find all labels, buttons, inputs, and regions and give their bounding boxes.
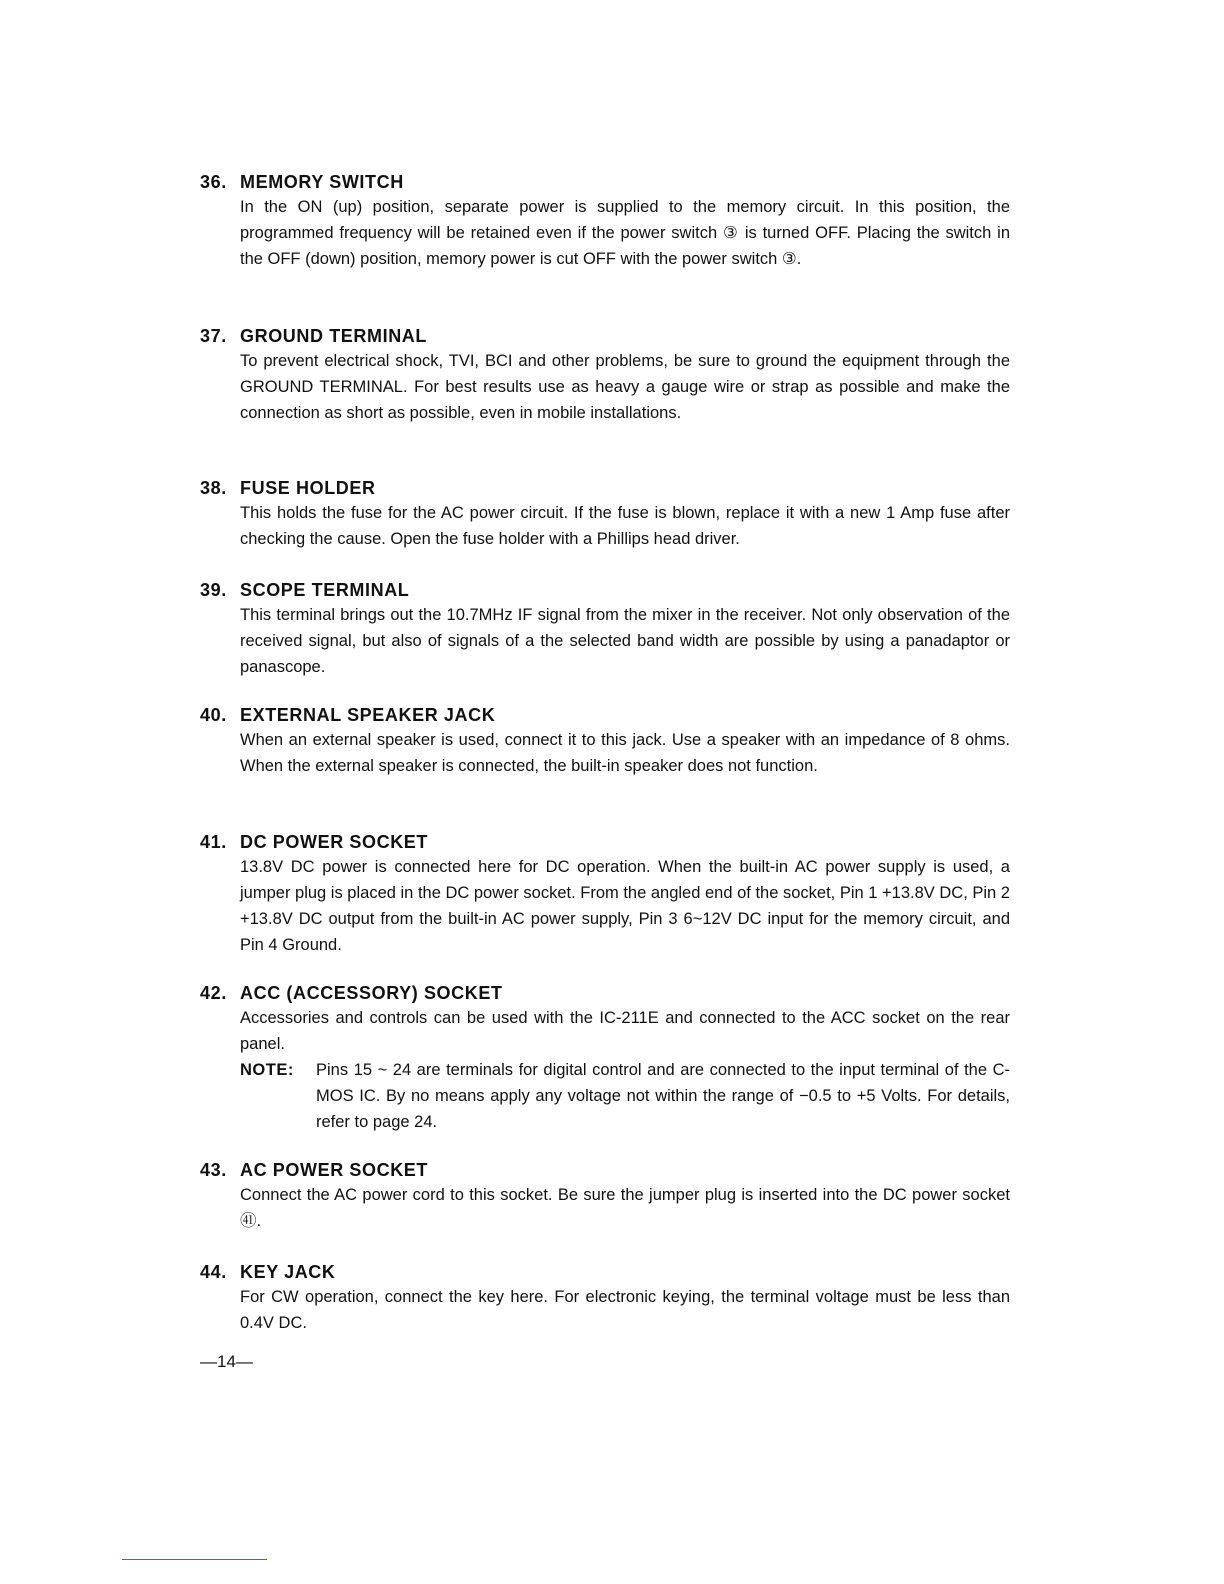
section-heading [200,170,1010,194]
note-block [240,1057,1010,1135]
section-title: FUSE HOLDER [240,478,376,498]
section-dc-power-socket [200,830,1010,958]
section-title: DC POWER SOCKET [240,832,429,852]
section-number: 38. [200,478,227,498]
section-number: 42. [200,983,227,1003]
section-body: Connect the AC power cord to this socket. Be sure the jumper plug is inserted into the DC power socket ㊶. [240,1186,1010,1230]
section-number: 36. [200,172,227,192]
section-heading [200,703,1010,727]
section-title: AC POWER SOCKET [240,1160,429,1180]
note-label: NOTE: [240,1061,294,1079]
footer-rule [122,1559,267,1560]
section-title: MEMORY SWITCH [240,172,404,192]
section-number: 37. [200,326,227,346]
section-scope-terminal [200,578,1010,680]
page-number: —14— [200,1352,253,1371]
section-fuse-holder [200,476,1010,552]
section-heading [200,981,1010,1005]
section-ground-terminal [200,324,1010,426]
section-heading [200,1260,1010,1284]
section-body: Accessories and controls can be used with the IC-211E and connected to the ACC socket on the rear panel. [240,1009,1010,1053]
section-external-speaker-jack [200,703,1010,779]
section-ac-power-socket [200,1158,1010,1234]
section-title: ACC (ACCESSORY) SOCKET [240,983,503,1003]
section-title: EXTERNAL SPEAKER JACK [240,705,496,725]
section-title: SCOPE TERMINAL [240,580,410,600]
section-number: 41. [200,832,227,852]
section-body: For CW operation, connect the key here. For electronic keying, the terminal voltage must be less than 0.4V DC. [240,1288,1010,1332]
section-number: 43. [200,1160,227,1180]
section-heading [200,1158,1010,1182]
section-title: KEY JACK [240,1262,336,1282]
section-number: 44. [200,1262,227,1282]
section-number: 39. [200,580,227,600]
section-body: This terminal brings out the 10.7MHz IF signal from the mixer in the receiver. Not only observation of the received signal, but also of signals of a the selected band width are possible by using a panadaptor or panascope. [240,606,1010,676]
section-heading [200,830,1010,854]
note-text: Pins 15 ~ 24 are terminals for digital control and are connected to the input terminal of the C-MOS IC. By no means apply any voltage not within the range of −0.5 to +5 Volts. For details, refer to page 24. [316,1061,1010,1131]
section-body: When an external speaker is used, connect it to this jack. Use a speaker with an impedance of 8 ohms. When the external speaker is connected, the built-in speaker does not function. [240,731,1010,775]
section-heading [200,578,1010,602]
section-number: 40. [200,705,227,725]
section-heading [200,324,1010,348]
section-body: 13.8V DC power is connected here for DC operation. When the built-in AC power supply is used, a jumper plug is placed in the DC power socket. From the angled end of the socket, Pin 1 +13.8V DC, Pin 2 +13.8V DC output from the built-in AC power supply, Pin 3 6~12V DC input for the memory circuit, and Pin 4 Ground. [240,858,1010,954]
section-key-jack [200,1260,1010,1336]
section-body: This holds the fuse for the AC power circuit. If the fuse is blown, replace it with a new 1 Amp fuse after checking the cause. Open the fuse holder with a Phillips head driver. [240,504,1010,548]
section-heading [200,476,1010,500]
section-body: To prevent electrical shock, TVI, BCI and other problems, be sure to ground the equipment through the GROUND TERMINAL. For best results use as heavy a gauge wire or strap as possible and make the connection as short as possible, even in mobile installations. [240,352,1010,422]
section-body: In the ON (up) position, separate power is supplied to the memory circuit. In this position, the programmed frequency will be retained even if the power switch ③ is turned OFF. Placing the switch in the OFF (down) position, memory power is cut OFF with the power switch ③. [240,198,1010,268]
section-acc-socket [200,981,1010,1135]
section-memory-switch [200,170,1010,272]
section-title: GROUND TERMINAL [240,326,427,346]
